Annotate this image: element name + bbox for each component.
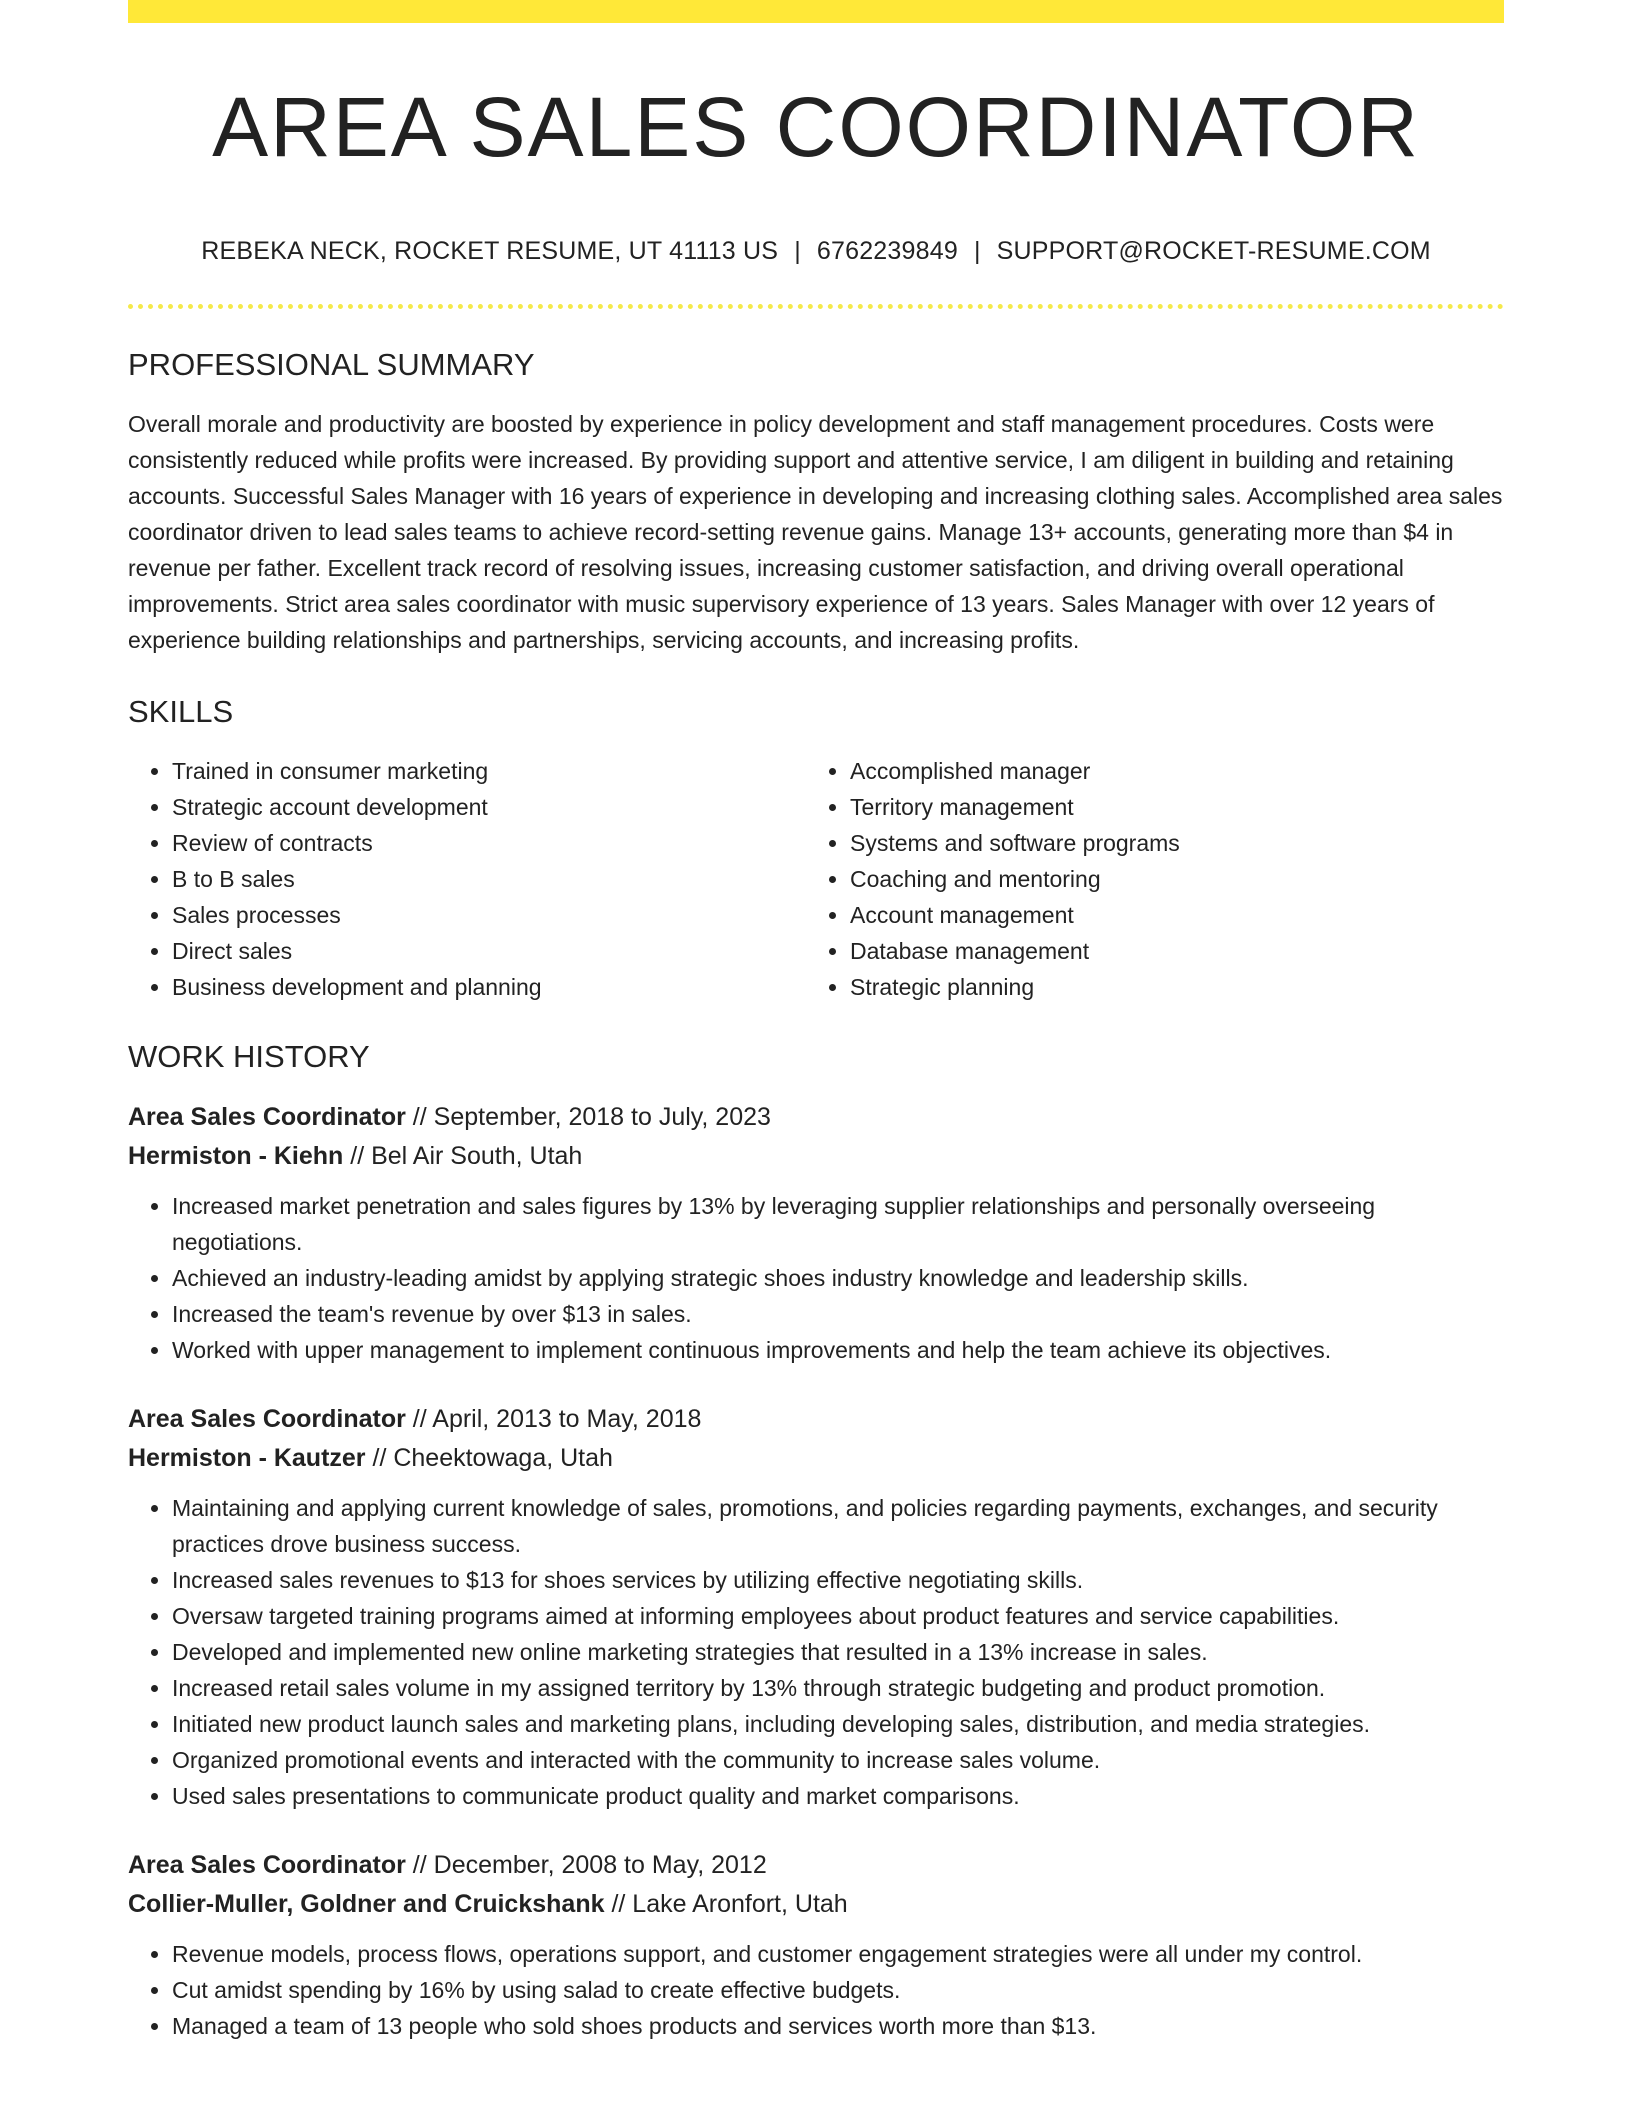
contact-phone: 6762239849 xyxy=(816,237,958,265)
contact-email: SUPPORT@ROCKET-RESUME.COM xyxy=(996,237,1431,265)
skill-item: • Trained in consumer marketing xyxy=(172,753,806,789)
job-separator: // xyxy=(405,1103,434,1131)
job-bullets xyxy=(128,1188,1504,1368)
job-entry xyxy=(128,1400,1504,1814)
contact-separator: | xyxy=(973,237,981,265)
skill-item: • Direct sales xyxy=(172,933,806,969)
skill-item: • Business development and planning xyxy=(172,969,806,1005)
skill-item: • Territory management xyxy=(850,789,1484,825)
resume-title: AREA SALES COORDINATOR xyxy=(212,80,1420,174)
job-company: Hermiston - Kiehn xyxy=(128,1142,344,1170)
job-dates: December, 2008 to May, 2012 xyxy=(433,1851,767,1879)
job-bullet: • Organized promotional events and interacted with the community to increase sales volume. xyxy=(172,1742,1504,1778)
job-separator: // xyxy=(405,1851,434,1879)
job-bullets xyxy=(128,1936,1504,2044)
job-company-line xyxy=(128,1439,1504,1478)
job-bullets xyxy=(128,1490,1504,1814)
job-company: Hermiston - Kautzer xyxy=(128,1444,366,1472)
contact-address: REBEKA NECK, ROCKET RESUME, UT 41113 US xyxy=(201,237,779,265)
job-title-line xyxy=(128,1098,1504,1137)
summary-text: Overall morale and productivity are boosted by experience in policy development and staff management procedures. Costs were consistently reduced while profits were increased. By providing support and attentive service, I am diligent in building and retaining accounts. Successful Sales Manager with 16 years of experience in developing and increasing clothing sales. Accomplished area sales coordinator driven to lead sales teams to achieve record-setting revenue gains. Manage 13+ accounts, generating more than $4 in revenue per father. Excellent track record of resolving issues, increasing customer satisfaction, and driving overall operational improvements. Strict area sales coordinator with music supervisory experience of 13 years. Sales Manager with over 12 years of experience building relationships and partnerships, servicing accounts, and increasing profits. xyxy=(128,411,1503,653)
accent-top-bar xyxy=(128,0,1504,23)
job-dates: September, 2018 to July, 2023 xyxy=(433,1103,771,1131)
job-title: Area Sales Coordinator xyxy=(128,1405,406,1433)
skill-item: • Account management xyxy=(850,897,1484,933)
summary-heading: PROFESSIONAL SUMMARY xyxy=(128,347,535,382)
job-separator: // xyxy=(604,1890,633,1918)
job-company-line xyxy=(128,1137,1504,1176)
job-bullet: • Developed and implemented new online marketing strategies that resulted in a 13% increase in sales. xyxy=(172,1634,1504,1670)
resume-page xyxy=(128,0,1504,2044)
job-bullet: • Cut amidst spending by 16% by using salad to create effective budgets. xyxy=(172,1972,1504,2008)
skill-item: • Coaching and mentoring xyxy=(850,861,1484,897)
job-title-line xyxy=(128,1846,1504,1885)
job-location: Lake Aronfort, Utah xyxy=(632,1890,848,1918)
job-company: Collier-Muller, Goldner and Cruickshank xyxy=(128,1890,605,1918)
skill-item: • Database management xyxy=(850,933,1484,969)
skill-item: • Review of contracts xyxy=(172,825,806,861)
job-company-line xyxy=(128,1885,1504,1924)
work-history-heading: WORK HISTORY xyxy=(128,1039,370,1074)
job-location: Bel Air South, Utah xyxy=(371,1142,583,1170)
contact-line xyxy=(128,237,1504,266)
skills-column-right xyxy=(806,753,1484,1005)
job-bullet: • Increased sales revenues to $13 for shoes services by utilizing effective negotiating skills. xyxy=(172,1562,1504,1598)
job-bullet: • Increased retail sales volume in my assigned territory by 13% through strategic budgeting and product promotion. xyxy=(172,1670,1504,1706)
skill-item: • B to B sales xyxy=(172,861,806,897)
job-title-line xyxy=(128,1400,1504,1439)
job-entry xyxy=(128,1846,1504,2044)
skill-item: • Sales processes xyxy=(172,897,806,933)
job-bullet: • Initiated new product launch sales and marketing plans, including developing sales, distribution, and media strategies. xyxy=(172,1706,1504,1742)
job-bullet: • Worked with upper management to implement continuous improvements and help the team achieve its objectives. xyxy=(172,1332,1504,1368)
skill-item: • Strategic account development xyxy=(172,789,806,825)
job-location: Cheektowaga, Utah xyxy=(393,1444,613,1472)
skills-column-left xyxy=(128,753,806,1005)
job-bullet: • Oversaw targeted training programs aimed at informing employees about product features and service capabilities. xyxy=(172,1598,1504,1634)
job-bullet: • Used sales presentations to communicate product quality and market comparisons. xyxy=(172,1778,1504,1814)
job-dates: April, 2013 to May, 2018 xyxy=(432,1405,702,1433)
job-bullet: • Achieved an industry-leading amidst by applying strategic shoes industry knowledge and leadership skills. xyxy=(172,1260,1504,1296)
job-separator: // xyxy=(343,1142,372,1170)
job-entry xyxy=(128,1098,1504,1368)
job-bullet: • Maintaining and applying current knowledge of sales, promotions, and policies regarding payments, exchanges, and security practices drove business success. xyxy=(172,1490,1504,1562)
contact-separator: | xyxy=(794,237,801,265)
skill-item: • Systems and software programs xyxy=(850,825,1484,861)
job-bullet: • Increased market penetration and sales figures by 13% by leveraging supplier relationships and personally overseeing negotiations. xyxy=(172,1188,1504,1260)
skills-grid xyxy=(128,753,1504,1005)
skill-item: • Strategic planning xyxy=(850,969,1484,1005)
skills-heading: SKILLS xyxy=(128,694,234,729)
job-separator: // xyxy=(405,1405,433,1433)
dotted-divider xyxy=(128,304,1504,309)
skill-item: • Accomplished manager xyxy=(850,753,1484,789)
job-bullet: • Managed a team of 13 people who sold shoes products and services worth more than $13. xyxy=(172,2008,1504,2044)
job-separator: // xyxy=(365,1444,394,1472)
job-title: Area Sales Coordinator xyxy=(128,1851,406,1879)
job-title: Area Sales Coordinator xyxy=(128,1103,406,1131)
job-bullet: • Increased the team's revenue by over $13 in sales. xyxy=(172,1296,1504,1332)
job-bullet: • Revenue models, process flows, operations support, and customer engagement strategies were all under my control. xyxy=(172,1936,1504,1972)
